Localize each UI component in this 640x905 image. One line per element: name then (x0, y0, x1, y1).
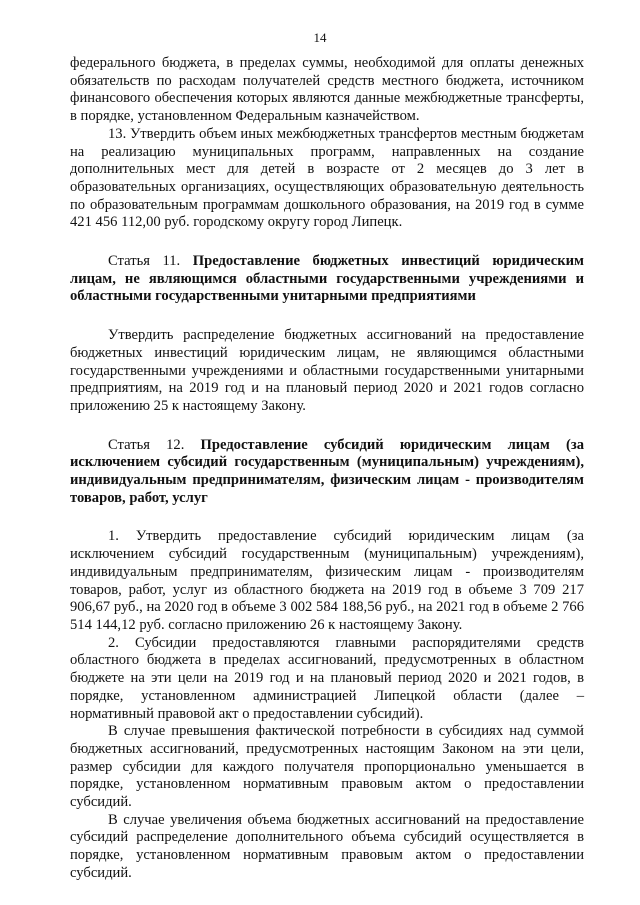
spacer (70, 232, 584, 253)
page-number: 14 (313, 30, 327, 45)
article-12-label: Статья 12. (108, 436, 201, 453)
article-12-paragraph-4: В случае увеличения объема бюджетных ассигнований на предоставление субсидий распределение дополнительного объема субсидий осуществляется в порядке, установленном нормативным правовым актом о предоставлении субсидий. (70, 811, 584, 881)
article-11-label: Статья 11. (108, 253, 193, 270)
document-body (70, 55, 584, 883)
article-12-paragraph-1: 1. Утвердить предоставление субсидий юридическим лицам (за исключением субсидий государственным (муниципальным) учреждениям), индивидуальным предпринимателям, физическим лицам - производителям товаров, работ, услуг из областного бюджета на 2019 год в объеме 3 709 217 906,67 руб., на 2020 год в объеме 3 002 584 188,56 руб., на 2021 год в объеме 2 766 514 144,12 руб. согласно приложению 26 к настоящему Закону. (70, 528, 584, 633)
article-12-paragraph-2: 2. Субсидии предоставляются главными распорядителями средств областного бюджета в пределах ассигнований, предусмотренных в областном бюджете на эти цели на 2019 год и на плановый период 2020 и 2021 годов, в порядке, установленном администрацией Липецкой области (далее – нормативный правовой акт о предоставлении субсидий). (70, 634, 584, 722)
article-12-heading (70, 437, 584, 508)
article-12-paragraph-3: В случае превышения фактической потребности в субсидиях над суммой бюджетных ассигнований, предусмотренных настоящим Законом на эти цели, размер субсидии для каждого получателя пропорционально уменьшается в порядке, установленном нормативным правовым актом о предоставлении субсидий. (70, 723, 584, 811)
article-11-title: Предоставление бюджетных инвестиций юридическим лицам, не являющимся областными государственными учреждениями и областными государственными унитарными предприятиями (70, 253, 584, 305)
spacer (70, 507, 584, 528)
spacer (70, 306, 584, 327)
spacer (70, 416, 584, 437)
article-11-heading (70, 253, 584, 306)
article-12-title: Предоставление субсидий юридическим лицам (за исключением субсидий государственным (муниципальным) учреждениям), индивидуальным предпринимателям, физическим лицам - производителям товаров, работ, услуг (70, 436, 584, 506)
paragraph-intro: федерального бюджета, в пределах суммы, необходимой для оплаты денежных обязательств по расходам получателей средств местного бюджета, источником финансового обеспечения которых являются данные межбюджетные трансферты, в порядке, установленном Федеральным казначейством. (70, 55, 584, 125)
paragraph-item-13: 13. Утвердить объем иных межбюджетных трансфертов местным бюджетам на реализацию муниципальных программ, направленных на создание дополнительных мест для детей в возрасте от 2 месяцев до 3 лет в образовательных организациях, осуществляющих образовательную деятельность по образовательным программам дошкольного образования, на 2019 год в сумме 421 456 112,00 руб. городскому округу город Липецк. (70, 125, 584, 231)
article-11-text: Утвердить распределение бюджетных ассигнований на предоставление бюджетных инвестиций юридическим лицам, не являющимся областными государственными учреждениями и областными государственными унитарными предприятиям, на 2019 год и на плановый период 2020 и 2021 годов согласно приложению 25 к настоящему Закону. (70, 327, 584, 414)
